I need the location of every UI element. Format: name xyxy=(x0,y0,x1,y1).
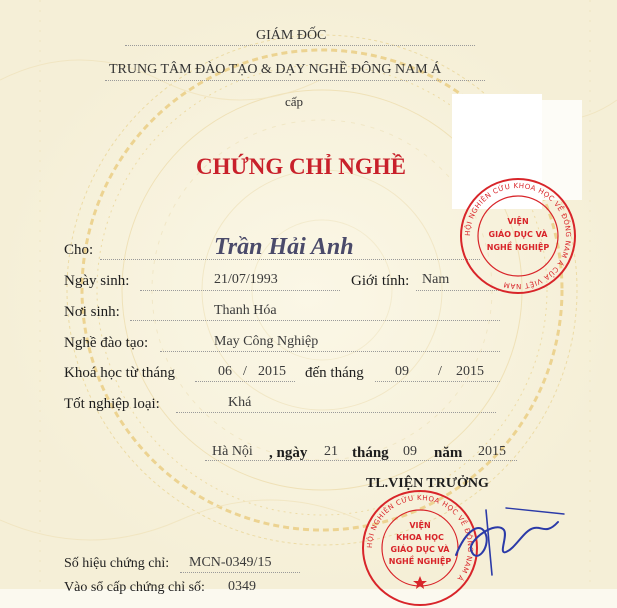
seal-bottom-line4: NGHỀ NGHIỆP xyxy=(388,557,452,566)
seal-bottom-line2: KHOA HỌC xyxy=(396,533,444,542)
seal-bottom-ring-text: HỘI NGHIÊN CỨU KHOA HỌC VỀ ĐÔNG NAM Á xyxy=(365,493,475,583)
dotted-line xyxy=(140,290,340,291)
date-nam: năm xyxy=(434,445,463,461)
dotted-line xyxy=(176,412,496,413)
dotted-line xyxy=(195,381,295,382)
seal-top-line2: GIÁO DỤC VÀ xyxy=(488,230,548,239)
value-noi-sinh: Thanh Hóa xyxy=(214,303,277,318)
seal-top-line3: NGHỀ NGHIỆP xyxy=(486,243,550,252)
value-from-month: 06 xyxy=(218,364,232,379)
header-line-center: TRUNG TÂM ĐÀO TẠO & DẠY NGHỀ ĐÔNG NAM Á xyxy=(109,62,442,77)
dotted-line xyxy=(130,320,500,321)
dotted-line xyxy=(205,460,517,461)
signer-title: TL.VIỆN TRƯỞNG xyxy=(366,476,489,491)
label-gioi-tinh: Giới tính: xyxy=(351,273,410,289)
date-place: Hà Nội xyxy=(212,444,253,459)
value-to-month: 09 xyxy=(395,364,409,379)
value-cho: Trần Hải Anh xyxy=(214,234,354,260)
value-so-hieu: MCN-0349/15 xyxy=(189,555,272,570)
seal-bottom-line3: GIÁO DỤC VÀ xyxy=(390,545,450,554)
label-so-hieu: Số hiệu chứng chỉ: xyxy=(64,556,170,571)
header-line-giam-doc: GIÁM ĐỐC xyxy=(256,28,327,43)
date-day: 21 xyxy=(324,444,338,459)
dotted-line xyxy=(160,351,500,352)
slash-separator: / xyxy=(243,364,247,379)
value-vao-so: 0349 xyxy=(228,579,256,594)
slash-separator: / xyxy=(438,364,442,379)
dotted-line xyxy=(125,45,475,46)
value-from-year: 2015 xyxy=(258,364,286,379)
label-vao-so: Vào sổ cấp chứng chỉ số: xyxy=(64,580,205,595)
dotted-line xyxy=(105,80,485,81)
signature xyxy=(446,500,566,580)
value-ngay-sinh: 21/07/1993 xyxy=(214,272,278,287)
date-month: 09 xyxy=(403,444,417,459)
dotted-line xyxy=(180,572,300,573)
value-tot-nghiep: Khá xyxy=(228,395,252,410)
label-khoa-hoc: Khoá học từ tháng xyxy=(64,365,176,381)
date-thang: tháng xyxy=(352,445,389,461)
label-cho: Cho: xyxy=(64,242,94,258)
label-noi-sinh: Nơi sinh: xyxy=(64,304,120,320)
label-nghe-dao-tao: Nghề đào tạo: xyxy=(64,335,149,351)
value-nghe-dao-tao: May Công Nghiệp xyxy=(214,334,319,349)
label-ngay-sinh: Ngày sinh: xyxy=(64,273,130,289)
date-year: 2015 xyxy=(478,444,506,459)
institute-seal-top xyxy=(458,176,578,296)
value-gioi-tinh: Nam xyxy=(422,272,450,287)
value-to-year: 2015 xyxy=(456,364,484,379)
date-comma-ngay: , ngày xyxy=(269,445,308,461)
document-title: CHỨNG CHỈ NGHỀ xyxy=(196,154,406,179)
seal-top-line1: VIỆN xyxy=(507,217,529,226)
header-line-cap: cấp xyxy=(285,94,304,109)
dotted-line xyxy=(375,381,500,382)
label-tot-nghiep: Tốt nghiệp loại: xyxy=(64,396,160,412)
star-icon xyxy=(413,576,427,589)
label-den-thang: đến tháng xyxy=(305,365,364,381)
seal-bottom-line1: VIỆN xyxy=(409,521,431,530)
dotted-line xyxy=(100,259,480,260)
seal-top-ring-text: HỘI NGHIÊN CỨU KHOA HỌC VỀ ĐÔNG NAM Á CỦA VIỆT NAM xyxy=(463,181,573,291)
